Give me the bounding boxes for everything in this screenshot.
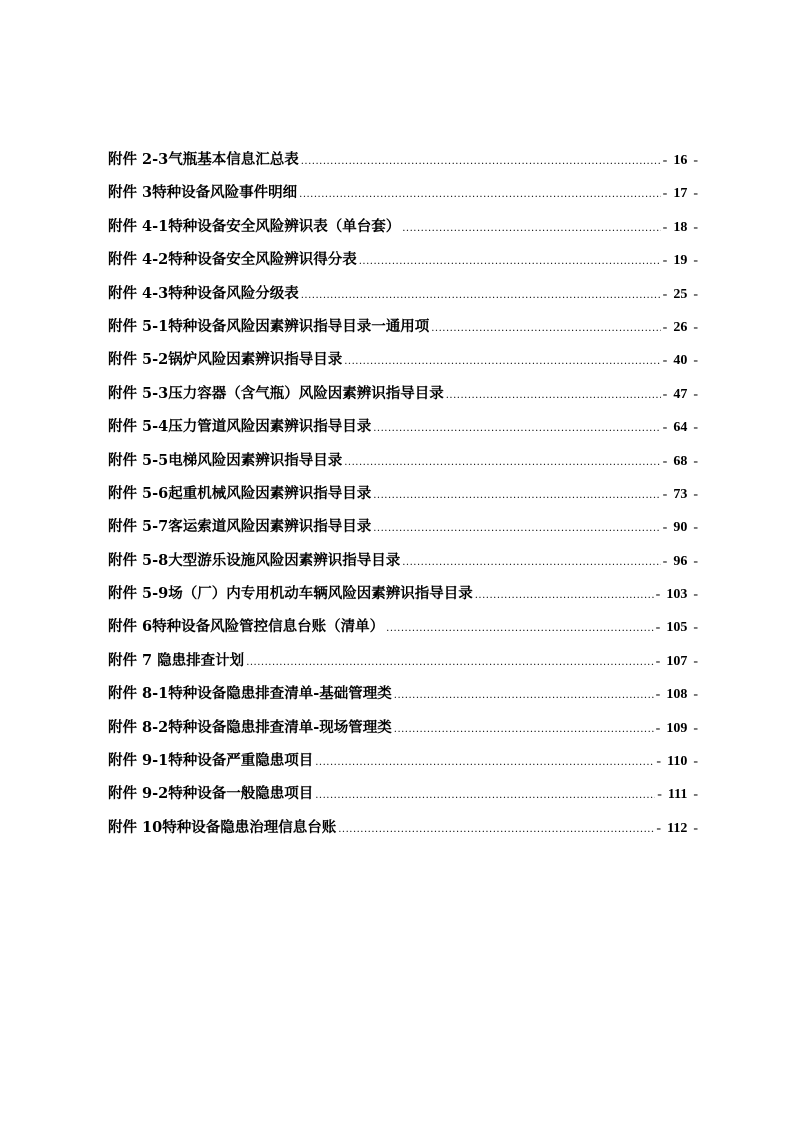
toc-page-number: - 17 - bbox=[662, 186, 698, 202]
toc-page-number: - 26 - bbox=[662, 319, 698, 335]
toc-dot-leader bbox=[394, 679, 654, 712]
toc-dot-leader bbox=[301, 279, 661, 312]
toc-entry-title: 附件 2-3气瓶基本信息汇总表 bbox=[108, 151, 299, 168]
toc-page-number: - 47 - bbox=[662, 386, 698, 402]
toc-page-number: - 103 - bbox=[655, 587, 698, 603]
toc-entry-title: 附件 4-3特种设备风险分级表 bbox=[108, 284, 299, 302]
toc-page-number: - 111 - bbox=[657, 787, 698, 803]
toc-page-number: - 96 - bbox=[662, 553, 698, 569]
toc-dot-leader bbox=[315, 779, 655, 812]
toc-entry[interactable] bbox=[108, 777, 698, 810]
toc-entry[interactable] bbox=[108, 811, 698, 844]
toc-entry[interactable] bbox=[108, 677, 698, 710]
toc-entry[interactable] bbox=[108, 577, 698, 610]
toc-page-number: - 109 - bbox=[655, 720, 698, 736]
toc-page-number: - 108 - bbox=[655, 687, 698, 703]
toc-entry-title: 附件 8-1特种设备隐患排查清单-基础管理类 bbox=[108, 685, 392, 703]
toc-dot-leader bbox=[338, 813, 654, 846]
table-of-contents bbox=[108, 143, 698, 844]
toc-page-number: - 68 - bbox=[662, 453, 698, 469]
toc-entry-title: 附件 4-1特种设备安全风险辨识表（单台套） bbox=[108, 217, 401, 235]
toc-dot-leader bbox=[359, 245, 661, 278]
toc-entry[interactable] bbox=[108, 544, 698, 577]
toc-entry[interactable] bbox=[108, 744, 698, 777]
toc-dot-leader bbox=[402, 546, 660, 579]
toc-entry[interactable] bbox=[108, 143, 698, 176]
toc-page-number: - 105 - bbox=[655, 620, 698, 636]
toc-entry-title: 附件 6特种设备风险管控信息台账（清单） bbox=[108, 618, 385, 636]
toc-dot-leader bbox=[301, 145, 661, 178]
toc-entry-title: 附件 5-5电梯风险因素辨识指导目录 bbox=[108, 451, 343, 469]
toc-entry[interactable] bbox=[108, 477, 698, 510]
toc-page-number: - 90 - bbox=[662, 520, 698, 536]
toc-entry[interactable] bbox=[108, 510, 698, 543]
toc-dot-leader bbox=[475, 579, 654, 612]
toc-page-number: - 18 - bbox=[662, 219, 698, 235]
toc-page-number: - 64 - bbox=[662, 420, 698, 436]
toc-page-number: - 112 - bbox=[656, 820, 698, 836]
toc-entry[interactable] bbox=[108, 176, 698, 209]
toc-dot-leader bbox=[446, 379, 661, 412]
toc-entry[interactable] bbox=[108, 410, 698, 443]
toc-entry[interactable] bbox=[108, 210, 698, 243]
toc-dot-leader bbox=[431, 312, 660, 345]
toc-entry-title: 附件 10特种设备隐患治理信息台账 bbox=[108, 818, 337, 836]
toc-entry-title: 附件 8-2特种设备隐患排查清单-现场管理类 bbox=[108, 718, 392, 736]
toc-dot-leader bbox=[373, 512, 660, 545]
toc-dot-leader bbox=[386, 612, 654, 645]
toc-dot-leader bbox=[315, 746, 654, 779]
toc-entry[interactable] bbox=[108, 310, 698, 343]
toc-entry-title: 附件 5-8大型游乐设施风险因素辨识指导目录 bbox=[108, 551, 401, 569]
toc-entry-title: 附件 7 隐患排查计划 bbox=[108, 651, 245, 669]
toc-entry[interactable] bbox=[108, 343, 698, 376]
toc-dot-leader bbox=[344, 446, 660, 479]
toc-dot-leader bbox=[394, 713, 654, 746]
toc-page-number: - 40 - bbox=[662, 353, 698, 369]
toc-page-number: - 73 - bbox=[662, 486, 698, 502]
toc-page-number: - 19 - bbox=[662, 253, 698, 269]
toc-entry-title: 附件 5-4压力管道风险因素辨识指导目录 bbox=[108, 418, 372, 436]
toc-entry[interactable] bbox=[108, 610, 698, 643]
toc-page-number: - 107 - bbox=[655, 653, 698, 669]
toc-dot-leader bbox=[344, 345, 660, 378]
toc-dot-leader bbox=[299, 178, 661, 211]
toc-entry-title: 附件 5-2锅炉风险因素辨识指导目录 bbox=[108, 351, 343, 369]
toc-entry-title: 附件 5-7客运索道风险因素辨识指导目录 bbox=[108, 518, 372, 536]
toc-dot-leader bbox=[246, 646, 653, 679]
toc-dot-leader bbox=[402, 212, 660, 245]
toc-entry[interactable] bbox=[108, 277, 698, 310]
toc-entry[interactable] bbox=[108, 377, 698, 410]
toc-entry[interactable] bbox=[108, 711, 698, 744]
toc-entry-title: 附件 9-2特种设备一般隐患项目 bbox=[108, 785, 314, 803]
toc-entry-title: 附件 3特种设备风险事件明细 bbox=[108, 184, 298, 202]
toc-entry[interactable] bbox=[108, 444, 698, 477]
toc-page-number: - 16 - bbox=[662, 153, 698, 168]
toc-entry[interactable] bbox=[108, 644, 698, 677]
toc-page-number: - 110 - bbox=[656, 754, 698, 770]
toc-dot-leader bbox=[373, 479, 660, 512]
toc-entry-title: 附件 5-9场（厂）内专用机动车辆风险因素辨识指导目录 bbox=[108, 585, 473, 603]
toc-page-number: - 25 - bbox=[662, 286, 698, 302]
toc-dot-leader bbox=[373, 412, 660, 445]
toc-entry[interactable] bbox=[108, 243, 698, 276]
toc-entry-title: 附件 5-6起重机械风险因素辨识指导目录 bbox=[108, 484, 372, 502]
toc-entry-title: 附件 5-3压力容器（含气瓶）风险因素辨识指导目录 bbox=[108, 384, 444, 402]
toc-entry-title: 附件 4-2特种设备安全风险辨识得分表 bbox=[108, 251, 357, 269]
toc-entry-title: 附件 5-1特种设备风险因素辨识指导目录一通用项 bbox=[108, 317, 430, 335]
toc-entry-title: 附件 9-1特种设备严重隐患项目 bbox=[108, 752, 314, 770]
